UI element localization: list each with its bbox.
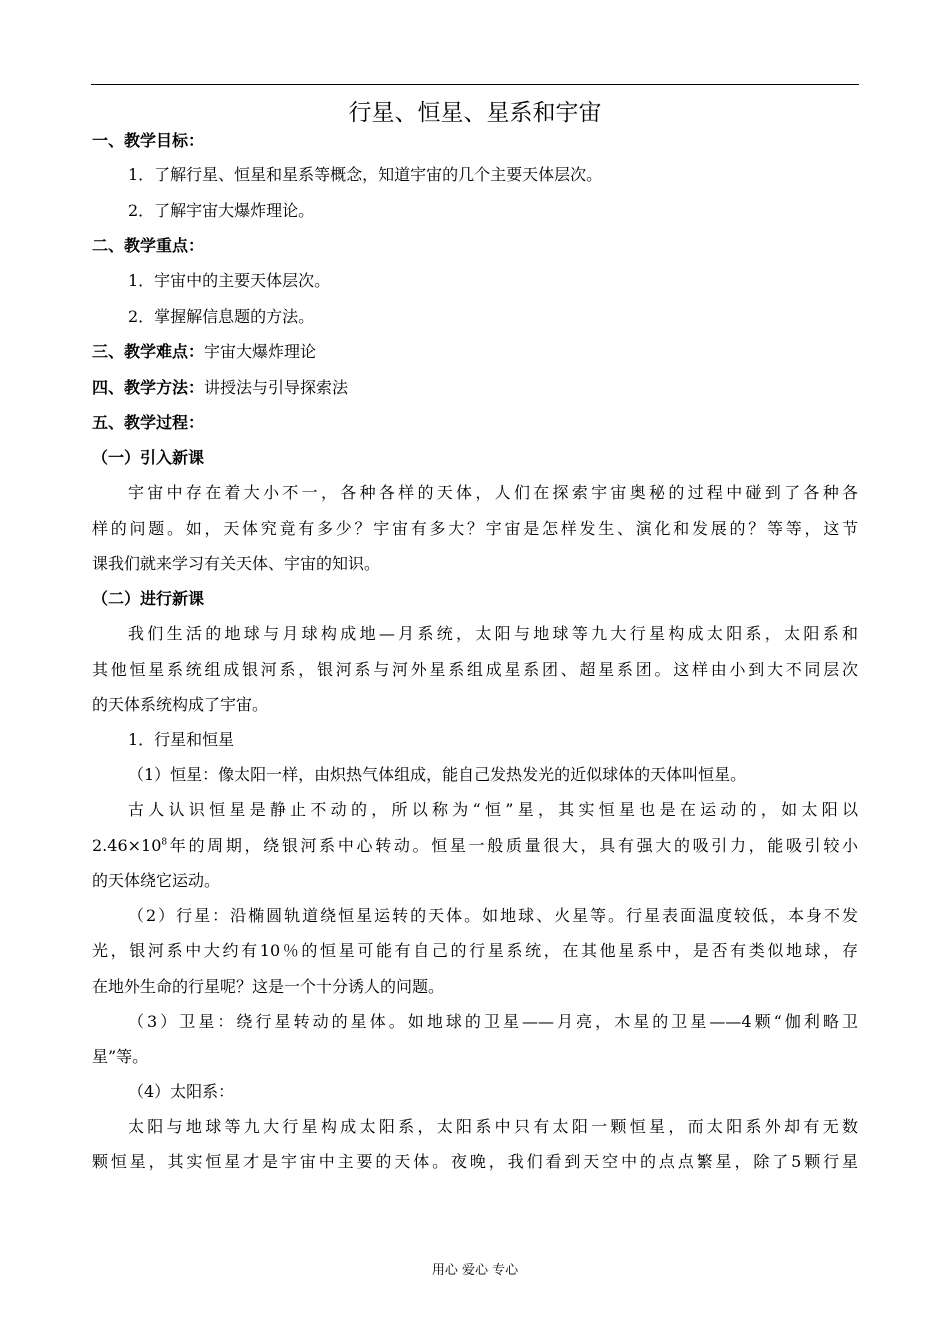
point-heading: 1．行星和恒星 [128,730,235,749]
paragraph-line: （1）恒星：像太阳一样，由炽热气体组成，能自己发热发光的近似球体的天体叫恒星。 [128,765,747,784]
paragraph-line: 课我们就来学习有关天体、宇宙的知识。 [92,554,381,573]
paragraph-line: 在地外生命的行星呢？这是一个十分诱人的问题。 [92,977,445,996]
paragraph-line: 古人认识恒星是静止不动的，所以称为“恒”星，其实恒星也是在运动的，如太阳以 [128,800,858,819]
paragraph-line: 宇宙中存在着大小不一，各种各样的天体，人们在探索宇宙奥秘的过程中碰到了各种各 [128,483,858,502]
paragraph-text: 年的周期，绕银河系中心转动。恒星一般质量很大，具有强大的吸引力，能吸引较小 [167,836,858,855]
section-heading: 五、教学过程： [92,413,205,432]
paragraph-line: 星”等。 [92,1047,149,1066]
section-heading: 一、教学目标： [92,131,205,150]
section-heading: 三、教学难点： [92,342,205,361]
paragraph-line: 样的问题。如，天体究竟有多少？宇宙有多大？宇宙是怎样发生、演化和发展的？等等，这节 [92,519,858,538]
list-item: 1．宇宙中的主要天体层次。 [128,271,331,290]
section-row [92,376,348,400]
list-item: 2．了解宇宙大爆炸理论。 [128,201,315,220]
paragraph-line: 颗恒星，其实恒星才是宇宙中主要的天体。夜晚，我们看到天空中的点点繁星，除了5颗行星 [92,1152,858,1171]
paragraph-line: 我们生活的地球与月球构成地—月系统，太阳与地球等九大行星构成太阳系，太阳系和 [128,624,858,643]
section-row [92,340,316,364]
subsection-heading: （二）进行新课 [92,589,205,608]
paragraph-line [92,834,858,858]
header-rule [91,84,859,85]
paragraph-line: 的天体绕它运动。 [92,871,221,890]
paragraph-line: 光，银河系中大约有10％的恒星可能有自己的行星系统，在其他星系中，是否有类似地球，存 [92,941,858,960]
subsection-heading: （一）引入新课 [92,448,205,467]
paragraph-line: 其他恒星系统组成银河系，银河系与河外星系组成星系团、超星系团。这样由小到大不同层次 [92,660,858,679]
exponent: 8 [161,837,168,848]
paragraph-line: （3）卫星：绕行星转动的星体。如地球的卫星——月亮，木星的卫星——4颗“伽利略卫 [128,1012,858,1031]
period-value: 2.46×10 [92,836,162,855]
list-item: 1．了解行星、恒星和星系等概念，知道宇宙的几个主要天体层次。 [128,165,603,184]
paragraph-line: 的天体系统构成了宇宙。 [92,695,269,714]
section-text: 宇宙大爆炸理论 [204,342,317,361]
list-item: 2．掌握解信息题的方法。 [128,307,315,326]
section-heading: 二、教学重点： [92,236,205,255]
page-footer: 用心 爱心 专心 [431,1263,519,1278]
paragraph-line: （2）行星：沿椭圆轨道绕恒星运转的天体。如地球、火星等。行星表面温度较低，本身不发 [128,906,858,925]
section-heading: 四、教学方法： [92,378,205,397]
paragraph-line: 太阳与地球等九大行星构成太阳系，太阳系中只有太阳一颗恒星，而太阳系外却有无数 [128,1117,858,1136]
section-text: 讲授法与引导探索法 [204,378,349,397]
point-heading: （4）太阳系： [128,1082,235,1101]
document-title: 行星、恒星、星系和宇宙 [348,100,602,126]
